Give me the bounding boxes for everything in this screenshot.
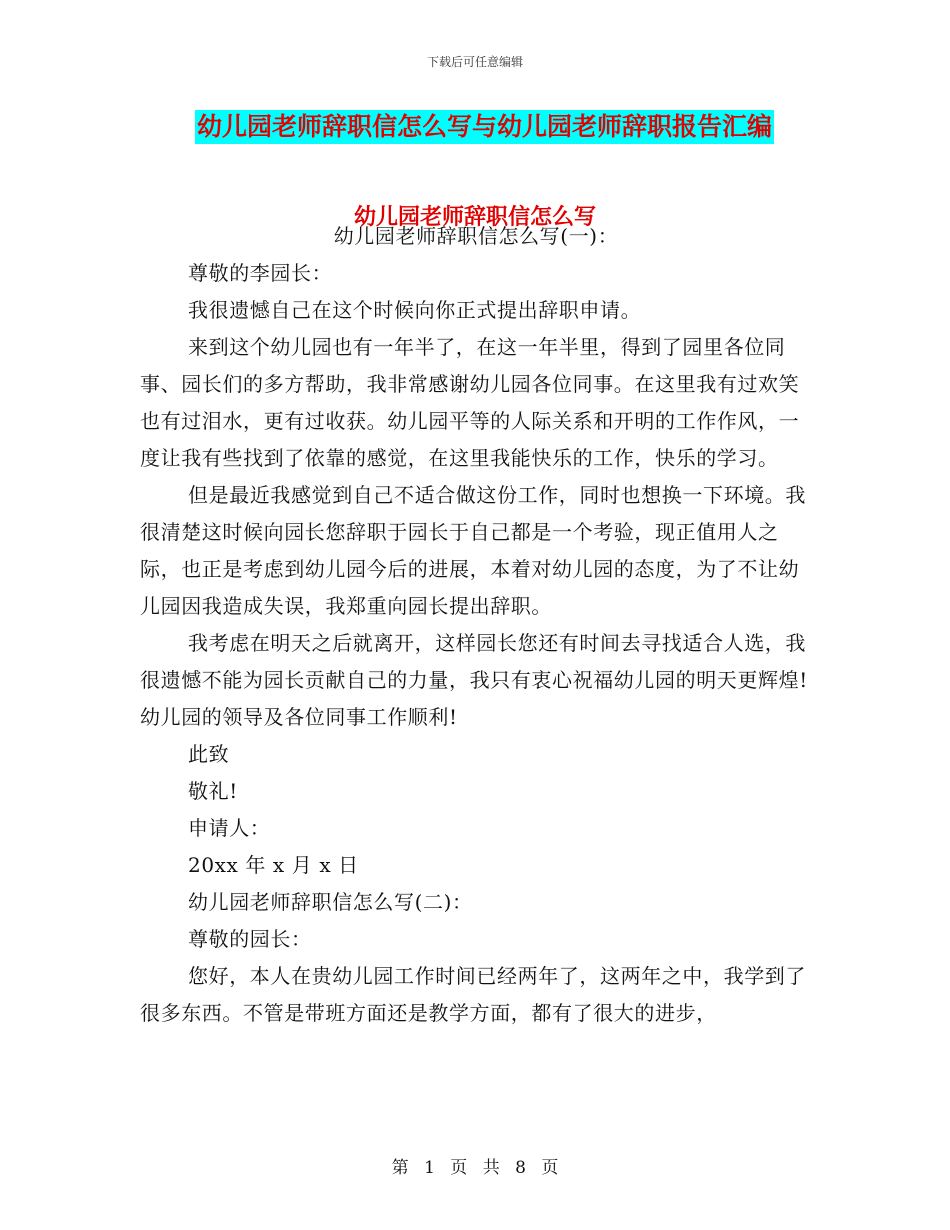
letter-heading-2: 幼儿园老师辞职信怎么写(二)：	[188, 890, 473, 914]
letter-body	[140, 218, 812, 1032]
paragraph: 我很遗憾自己在这个时候向你正式提出辞职申请。	[188, 298, 642, 322]
closing-2: 敬礼!	[188, 779, 238, 803]
salutation-1: 尊敬的李园长：	[188, 261, 333, 285]
applicant-label: 申请人：	[188, 816, 271, 840]
header-note: 下载后可任意编辑	[426, 55, 523, 69]
salutation-2: 尊敬的园长：	[188, 927, 312, 951]
section-title: 幼儿园老师辞职信怎么写	[353, 205, 596, 230]
letter-heading-1: 幼儿园老师辞职信怎么写(一)：	[333, 224, 619, 248]
paragraph: 我考虑在明天之后就离开，这样园长您还有时间去寻找适合人选，我很遗憾不能为园长贡献自己的力量，我只有衷心祝福幼儿园的明天更辉煌!幼儿园的领导及各位同事工作顺利!	[140, 631, 808, 729]
main-title: 幼儿园老师辞职信怎么写与幼儿园老师辞职报告汇编	[195, 110, 774, 144]
closing-1: 此致	[188, 742, 230, 766]
paragraph: 来到这个幼儿园也有一年半了，在这一年半里，得到了园里各位同事、园长们的多方帮助，我非常感谢幼儿园各位同事。在这里我有过欢笑也有过泪水，更有过收获。幼儿园平等的人际关系和开明的工作作风，一度让我有些找到了依靠的感觉，在这里我能快乐的工作，快乐的学习。	[140, 335, 800, 470]
date-line: 20xx 年 x 月 x 日	[188, 853, 359, 877]
page-footer: 第 1 页 共 8 页	[391, 1158, 559, 1178]
paragraph: 您好，本人在贵幼儿园工作时间已经两年了，这两年之中，我学到了很多东西。不管是带班方面还是教学方面，都有了很大的进步，	[140, 964, 806, 1025]
paragraph: 但是最近我感觉到自己不适合做这份工作，同时也想换一下环境。我很清楚这时候向园长您辞职于园长于自己都是一个考验，现正值用人之际，也正是考虑到幼儿园今后的进展，本着对幼儿园的态度，为了不让幼儿园因我造成失误，我郑重向园长提出辞职。	[140, 483, 806, 618]
